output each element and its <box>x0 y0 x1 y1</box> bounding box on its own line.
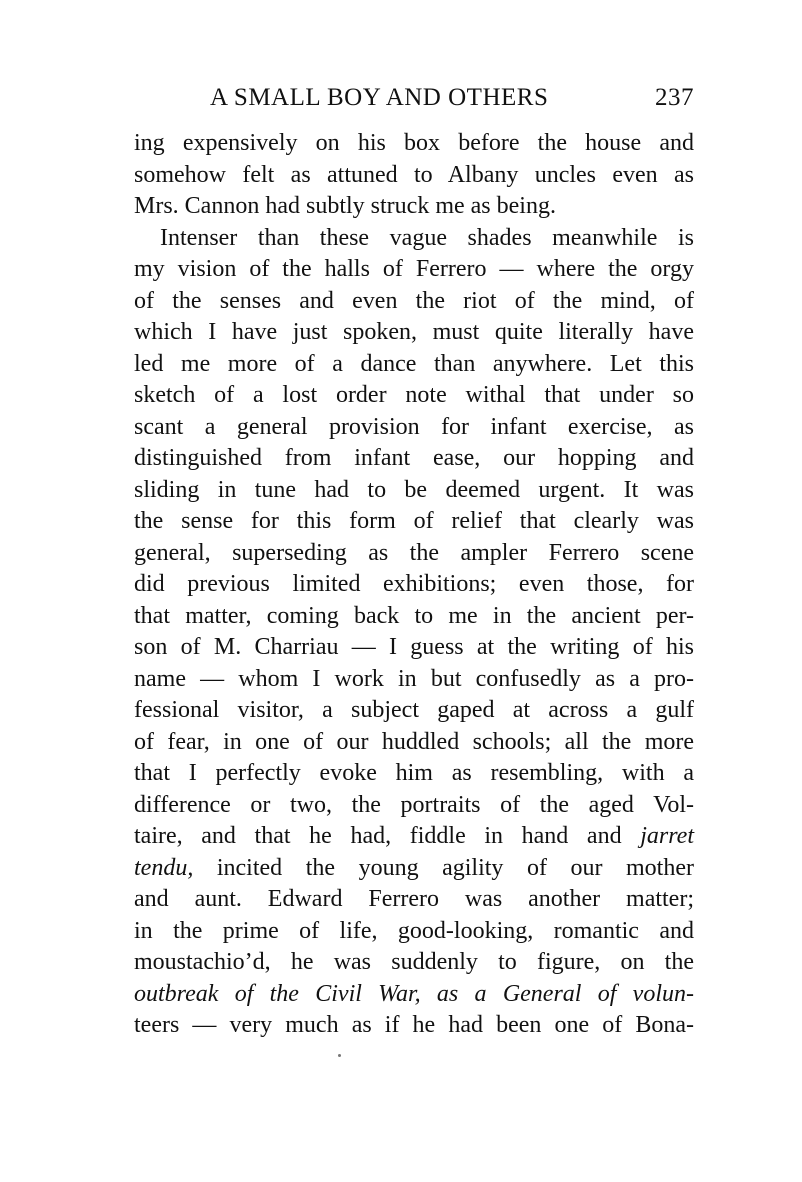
text-line: that I perfectly evoke him as resembling, with a <box>134 760 694 786</box>
italic-phrase: jarret <box>640 823 694 849</box>
text-segment: incited the young agility of our mother <box>193 854 694 881</box>
text-line: which I have just spoken, must quite literally have <box>134 319 694 345</box>
running-head <box>134 84 694 114</box>
text-line: name — whom I work in but confusedly as a pro- <box>134 665 694 692</box>
text-line: did previous limited exhibitions; even those, for <box>134 571 694 597</box>
running-title: A SMALL BOY AND OTHERS <box>210 84 549 111</box>
text-line: somehow felt as attuned to Albany uncles even as <box>134 161 694 188</box>
text-line: son of M. Charriau — I guess at the writing of his <box>134 634 694 660</box>
text-line: Mrs. Cannon had subtly struck me as being. <box>134 193 556 219</box>
page-number: 237 <box>655 84 694 111</box>
text-line: in the prime of life, good-looking, romantic and <box>134 917 694 944</box>
print-speck <box>338 1054 341 1057</box>
text-line: general, superseding as the ampler Ferrero scene <box>134 539 694 566</box>
italic-text-line: outbreak of the Civil War, as a General of volun- <box>134 980 694 1007</box>
text-line: teers — very much as if he had been one of Bona- <box>134 1012 694 1038</box>
text-line: ing expensively on his box before the house and <box>134 130 694 156</box>
text-line: my vision of the halls of Ferrero — where the orgy <box>134 256 694 282</box>
text-line: sketch of a lost order note withal that under so <box>134 382 694 408</box>
text-segment: taire, and that he had, fiddle in hand and <box>134 823 641 849</box>
text-line: distinguished from infant ease, our hopping and <box>134 445 694 471</box>
text-line: that matter, coming back to me in the ancient per- <box>134 602 694 629</box>
text-line: of the senses and even the riot of the mind, of <box>134 287 694 314</box>
text-line: and aunt. Edward Ferrero was another matter; <box>134 886 694 912</box>
text-line: scant a general provision for infant exercise, as <box>134 413 694 440</box>
text-line-with-italic <box>134 853 694 885</box>
paragraph-start-line: Intenser than these vague shades meanwhile is <box>160 224 694 251</box>
text-line: of fear, in one of our huddled schools; all the more <box>134 728 694 755</box>
text-line: fessional visitor, a subject gaped at across a gulf <box>134 697 694 723</box>
italic-phrase: tendu, <box>134 854 194 881</box>
text-line: the sense for this form of relief that clearly was <box>134 508 694 534</box>
text-line: sliding in tune had to be deemed urgent. It was <box>134 476 694 503</box>
text-line: led me more of a dance than anywhere. Let this <box>134 350 694 377</box>
text-line: difference or two, the portraits of the aged Vol- <box>134 791 694 818</box>
text-line-with-italic <box>134 821 694 853</box>
body-text <box>134 128 694 1042</box>
text-line: moustachio’d, he was suddenly to figure, on the <box>134 949 694 975</box>
